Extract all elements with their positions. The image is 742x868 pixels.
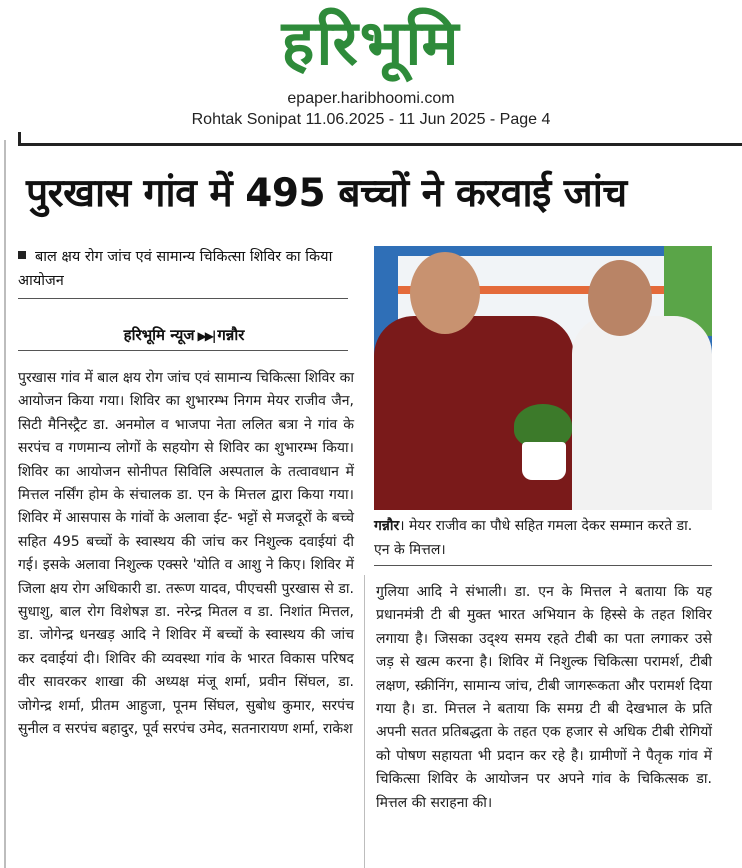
subhead-rule — [18, 298, 348, 299]
photo-pot — [522, 442, 566, 480]
bullet-square-icon — [18, 251, 26, 259]
article-headline: पुरखास गांव में 495 बच्चों ने करवाई जांच — [26, 171, 627, 216]
photo-person-left-head — [410, 252, 480, 334]
photo-caption — [374, 514, 712, 562]
byline-arrows-icon: ▶▶| — [197, 329, 215, 343]
byline-rule — [18, 350, 348, 351]
caption-place: गन्नौर — [374, 518, 400, 534]
photo-person-right-head — [588, 260, 652, 336]
article-byline — [18, 324, 350, 347]
subhead-text: बाल क्षय रोग जांच एवं सामान्य चिकित्सा शिविर का किया आयोजन — [18, 249, 333, 289]
byline-place: गन्नौर — [217, 326, 245, 344]
article-photo — [374, 246, 712, 510]
top-rule — [18, 143, 742, 146]
masthead — [0, 0, 742, 140]
site-url[interactable]: epaper.haribhoomi.com — [287, 90, 455, 107]
photo-person-right — [572, 316, 712, 510]
edition-info: Rohtak Sonipat 11.06.2025 - 11 Jun 2025 - Page 4 — [191, 111, 551, 128]
article-body-column-2: गुलिया आदि ने संभाली। डा. एन के मित्तल ने बताया कि यह प्रधानमंत्री टी बी मुक्त भारत अभियान के हिस्से के तहत शिविर लगाया है। जिसका उद्श्य समय रहते टीबी का पता लगाकर उसे जड़ से खत्म करना है। शिविर में निशुल्क चिकित्सा परामर्श, टीबी लक्षण, स्क्रीनिंग, सामान्य जांच, टीबी जागरूकता और परामर्श दिया गया है। डा. मित्तल ने बताया कि समग्र टी बी देखभाल के प्रति अपनी सतत प्रतिबद्धता के तहत एक हजार से अधिक टीबी रोगियों को पोषण सहायता भी प्रदान कर रहे है। ग्रामीणों ने पैतृक गांव में चिकित्सा शिविर के आयोजन पर अपने गांव के चिकित्सक डा. मित्तल की सराहना की। — [376, 584, 712, 811]
article-subhead — [18, 245, 350, 293]
haribhoomi-logo: हरिभूमि — [281, 6, 461, 79]
caption-text: । मेयर राजीव का पौधे सहित गमला देकर सम्मान करते डा. एन के मित्तल। — [374, 518, 693, 558]
column-divider — [364, 575, 365, 868]
caption-rule — [374, 565, 712, 566]
byline-agency: हरिभूमि न्यूज — [123, 326, 195, 344]
side-rule — [4, 140, 6, 868]
article-body-column-1: पुरखास गांव में बाल क्षय रोग जांच एवं सामान्य चिकित्सा शिविर का आयोजन किया गया। शिविर का शुभारम्भ निगम मेयर राजीव जैन, सिटी मैनिस्ट्रैट डा. अनमोल व भाजपा नेता ललित बत्रा ने गांव के सरपंच व गणमान्य लोगों के सहयोग से शिविर का शुभारम्भ किया। शिविर का आयोजन सोनीपत सिविलि अस्पताल के तत्वावधान में मित्तल नर्सिंग होम के संचालक डा. एन के मित्तल द्वारा किया गया। शिविर में आसपास के गांवों के अलावा ईट- भट्टों से मजदूरों के बच्चे सहित 495 बच्चों के स्वास्थय की जांच कर निशुल्क दवाईयां दी गई। इसके अलावा निशुल्क एक्सरे 'योति व आशु ने किए। शिविर में जिला क्षय रोग अधिकारी डा. तरूण यादव, पीएचसी पुरखास से डा. सुधाशु, बाल रोग विशेषज्ञ डा. नरेन्द्र मितल व डा. निशांत मित्तल, डा. जोगेन्द्र धनखड़ आदि ने शिविर में बच्चों के स्वास्थय की जांच कर दवाईयां दी। शिविर की व्यवस्था गांव के भारत विकास परिषद वीर सावरकर शाखा की अध्यक्ष मंजू शर्मा, प्रवीन सिंघल, डा. जोगेन्द्र शर्मा, प्रीतम आहुजा, पूनम सिंघल, सुबोध कुमार, सरपंच सुनील व सरपंच बहादुर, पूर्व सरपंच उमेद, सतनारायण शर्मा, राकेश — [18, 370, 354, 738]
